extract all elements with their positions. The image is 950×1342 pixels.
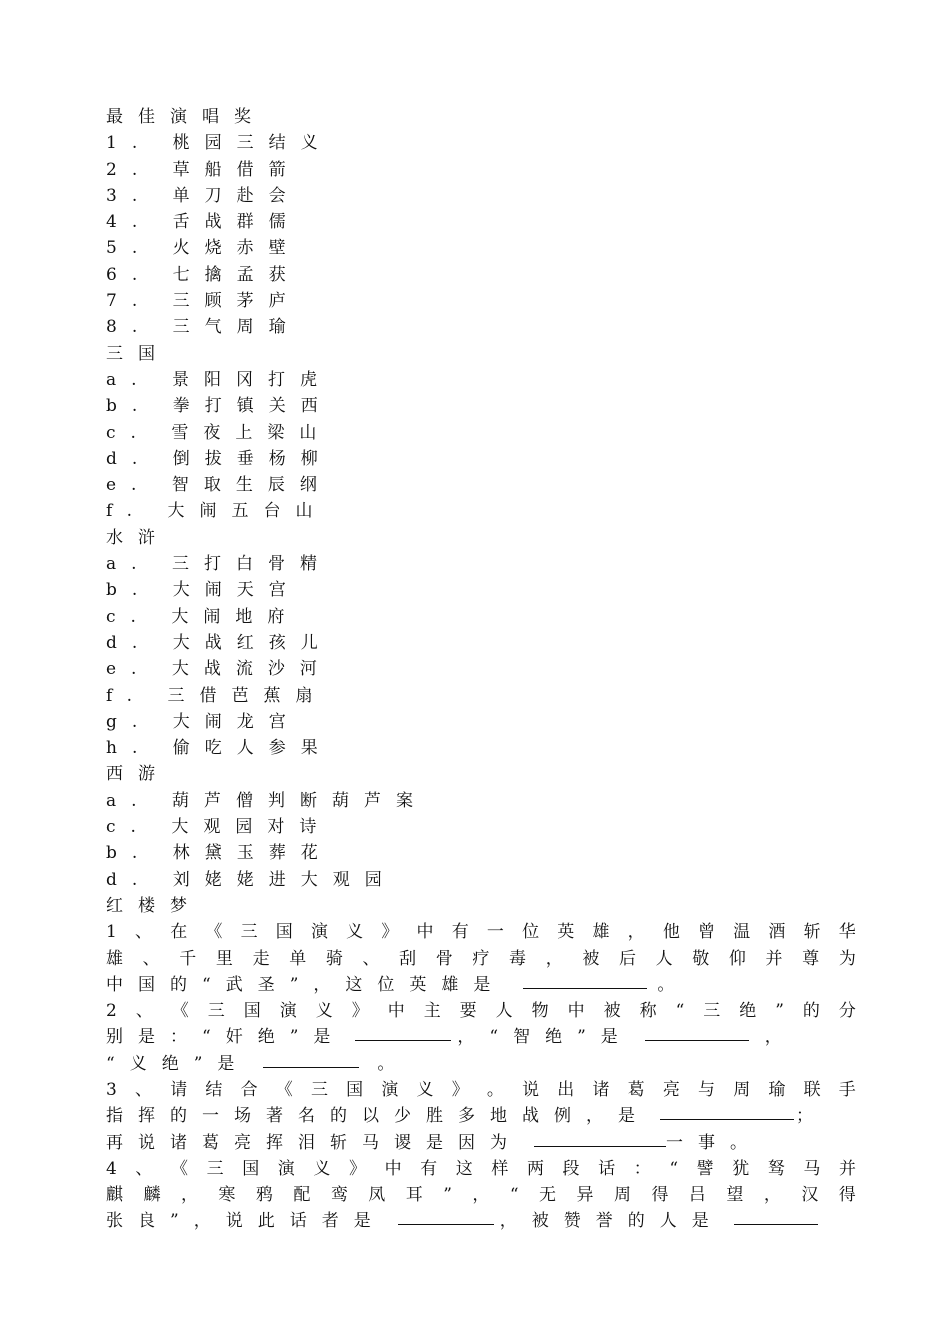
question-char: 位: [522, 922, 540, 943]
question-char: 单: [289, 948, 307, 969]
answer-blank[interactable]: [660, 1103, 794, 1120]
question-line: [106, 946, 856, 972]
question-char: 疗: [472, 948, 490, 969]
question-char: ”: [775, 1001, 784, 1022]
question-char: 三: [240, 922, 258, 943]
question-char: 两: [526, 1158, 544, 1179]
question-line: [106, 1024, 856, 1050]
question-char: 》: [381, 922, 399, 943]
question-char: 4: [106, 1158, 117, 1179]
question-char: “: [675, 1001, 685, 1022]
question-char: 中: [387, 1001, 405, 1022]
question-char: 凤: [368, 1185, 386, 1206]
question-char: 马: [803, 1158, 821, 1179]
question-char: 麟: [143, 1185, 161, 1206]
period: 。: [657, 974, 675, 995]
list-item: e. 大战流沙河: [106, 659, 332, 680]
question-char: 耳: [405, 1185, 423, 1206]
question-char: 为: [838, 948, 856, 969]
question-char: 三: [207, 1001, 225, 1022]
question-char: ，: [180, 1185, 198, 1206]
question-line: [106, 1130, 856, 1156]
question-char: 出: [557, 1079, 575, 1100]
question-char: “: [509, 1185, 519, 1206]
question-char: 异: [576, 1185, 594, 1206]
list-item: c. 大闹地府: [106, 606, 300, 627]
question-char: 的: [802, 1001, 820, 1022]
question-char: 毒: [509, 948, 527, 969]
list-item: c. 雪夜上梁山: [106, 422, 332, 443]
question-char: 曾: [698, 922, 716, 943]
list-item: f. 大闹五台山: [106, 501, 328, 522]
answer-blank[interactable]: [645, 1024, 749, 1041]
answer-blank[interactable]: [523, 972, 647, 989]
question-char: 、: [142, 948, 160, 969]
question-text: 张良”，说此话者是: [106, 1211, 386, 1232]
answer-blank[interactable]: [263, 1051, 359, 1068]
question-char: 诸: [592, 1079, 610, 1100]
question-char: 话: [598, 1158, 616, 1179]
question-char: 《: [275, 1079, 293, 1100]
question-char: 段: [562, 1158, 580, 1179]
question-line: [106, 972, 856, 998]
question-char: 英: [557, 922, 575, 943]
question-char: 国: [242, 1158, 260, 1179]
question-char: 义: [315, 1001, 333, 1022]
question-char: 尊: [802, 948, 820, 969]
question-text: 别是：“奸绝”是: [106, 1027, 346, 1048]
list-item: 4. 舌战群儒: [106, 212, 301, 233]
question-char: 《: [205, 922, 223, 943]
question-char: 刮: [399, 948, 417, 969]
question-text: “义绝”是: [106, 1053, 250, 1074]
section-heading: 水浒: [106, 527, 170, 548]
question-char: 。: [486, 1079, 504, 1100]
answer-blank[interactable]: [534, 1130, 666, 1147]
question-char: 有: [420, 1158, 438, 1179]
question-char: 》: [451, 1079, 469, 1100]
list-item: f. 三借芭蕉扇: [106, 685, 328, 706]
list-item: h. 偷吃人参果: [106, 738, 333, 759]
question-char: 被: [603, 1001, 621, 1022]
list-item: a. 三打白骨精: [106, 554, 332, 575]
list-item: 6. 七擒孟获: [106, 264, 301, 285]
question-char: 义: [346, 922, 364, 943]
section-heading: 西游: [106, 764, 170, 785]
question-char: 配: [293, 1185, 311, 1206]
question-char: 物: [531, 1001, 549, 1022]
question-char: 骨: [435, 948, 453, 969]
question-text: 指挥的一场著名的以少胜多地战例，是: [106, 1106, 650, 1127]
question-char: 绝: [739, 1001, 757, 1022]
question-char: 三: [703, 1001, 721, 1022]
question-text: 一事。: [666, 1132, 762, 1153]
question-char: 他: [662, 922, 680, 943]
list-item: 1. 桃园三结义: [106, 133, 333, 154]
question-char: 被: [582, 948, 600, 969]
question-char: 鸾: [330, 1185, 348, 1206]
question-char: 千: [179, 948, 197, 969]
semicolon: ；: [796, 1106, 813, 1127]
question-char: ，: [472, 1185, 490, 1206]
question-char: 瑜: [768, 1079, 786, 1100]
question-char: 得: [651, 1185, 669, 1206]
question-char: 无: [539, 1185, 557, 1206]
question-char: 《: [171, 1001, 189, 1022]
question-char: ：: [633, 1158, 651, 1179]
question-char: 称: [639, 1001, 657, 1022]
list-item: 7. 三顾茅庐: [106, 291, 301, 312]
question-char: 三: [206, 1158, 224, 1179]
list-item: 8. 三气周瑜: [106, 317, 301, 338]
question-char: 国: [275, 922, 293, 943]
question-char: 义: [416, 1079, 434, 1100]
answer-blank[interactable]: [355, 1024, 451, 1041]
question-char: 斩: [803, 922, 821, 943]
answer-blank[interactable]: [398, 1208, 494, 1225]
list-item: d. 倒拔垂杨柳: [106, 448, 333, 469]
question-char: 犹: [732, 1158, 750, 1179]
question-char: 演: [279, 1001, 297, 1022]
list-item: c. 大观园对诗: [106, 817, 332, 838]
question-char: 葛: [627, 1079, 645, 1100]
question-char: 演: [310, 922, 328, 943]
question-char: 骑: [325, 948, 343, 969]
question-char: 雄: [106, 948, 123, 969]
question-char: ，: [545, 948, 563, 969]
question-char: 在: [170, 922, 188, 943]
question-line: [106, 1077, 856, 1103]
question-1: [106, 919, 856, 998]
question-char: 汉: [801, 1185, 819, 1206]
question-line: [106, 1208, 856, 1234]
section-heading: 红楼梦: [106, 895, 202, 916]
question-char: 里: [215, 948, 233, 969]
question-char: 中: [416, 922, 434, 943]
question-text: 再说诸葛亮挥泪斩马谡是因为: [106, 1132, 522, 1153]
question-char: 、: [135, 1158, 153, 1179]
question-char: 温: [733, 922, 751, 943]
question-line: [106, 919, 856, 945]
section-heading: 三国: [106, 343, 170, 364]
list-item: 5. 火烧赤壁: [106, 238, 301, 259]
list-item: e. 智取生辰纲: [106, 475, 332, 496]
question-char: 、: [135, 1001, 153, 1022]
question-char: 吕: [688, 1185, 706, 1206]
question-char: ，: [763, 1185, 781, 1206]
question-line: [106, 1182, 856, 1208]
question-char: 中: [384, 1158, 402, 1179]
question-char: 麒: [106, 1185, 123, 1206]
question-char: 鸦: [255, 1185, 273, 1206]
question-char: 、: [135, 1079, 153, 1100]
question-char: 3: [106, 1079, 117, 1100]
question-char: 得: [838, 1185, 856, 1206]
question-char: 譬: [696, 1158, 714, 1179]
question-char: 华: [838, 922, 856, 943]
question-char: 亮: [662, 1079, 680, 1100]
question-char: 寒: [218, 1185, 236, 1206]
document-page: [106, 104, 856, 1235]
question-char: 》: [351, 1001, 369, 1022]
list-item: g. 大闹龙宫: [106, 711, 301, 732]
question-char: 国: [346, 1079, 364, 1100]
question-char: 联: [803, 1079, 821, 1100]
question-text: 中国的“武圣”，这位英雄是: [106, 974, 506, 995]
list-item: b. 拳打镇关西: [106, 396, 333, 417]
question-char: 中: [567, 1001, 585, 1022]
question-char: ，: [627, 922, 645, 943]
question-char: 雄: [592, 922, 610, 943]
question-char: 周: [613, 1185, 631, 1206]
question-char: 手: [838, 1079, 856, 1100]
question-char: 仰: [728, 948, 746, 969]
answer-blank[interactable]: [734, 1208, 818, 1225]
question-line: [106, 998, 856, 1024]
question-char: 样: [491, 1158, 509, 1179]
question-char: 酒: [768, 922, 786, 943]
list-item: b. 林黛玉葬花: [106, 843, 333, 864]
question-line: [106, 1051, 856, 1077]
list-item: a. 葫芦僧判断葫芦案: [106, 790, 428, 811]
question-char: 这: [455, 1158, 473, 1179]
question-char: 主: [423, 1001, 441, 1022]
question-char: ”: [443, 1185, 452, 1206]
question-text: ，“智绝”是: [457, 1027, 633, 1048]
question-char: 驽: [767, 1158, 785, 1179]
question-4: [106, 1156, 856, 1235]
question-char: 请: [170, 1079, 188, 1100]
question-char: 说: [522, 1079, 540, 1100]
question-text: ，被赞誉的人是: [499, 1211, 724, 1232]
question-char: 合: [240, 1079, 258, 1100]
question-char: 要: [459, 1001, 477, 1022]
question-char: 《: [171, 1158, 189, 1179]
period: 。: [377, 1053, 395, 1074]
list-item: a. 景阳冈打虎: [106, 369, 332, 390]
question-char: 有: [451, 922, 469, 943]
question-char: “: [669, 1158, 679, 1179]
list-item: 3. 单刀赴会: [106, 185, 301, 206]
question-char: 望: [726, 1185, 744, 1206]
question-char: 人: [655, 948, 673, 969]
question-2: [106, 998, 856, 1077]
comma: ，: [764, 1027, 782, 1048]
question-char: 演: [277, 1158, 295, 1179]
question-char: 后: [618, 948, 636, 969]
question-line: [106, 1103, 856, 1129]
question-char: 、: [135, 922, 153, 943]
question-3: [106, 1077, 856, 1156]
question-char: 敬: [692, 948, 710, 969]
question-char: 人: [495, 1001, 513, 1022]
question-char: 周: [733, 1079, 751, 1100]
question-char: 并: [839, 1158, 856, 1179]
question-char: 国: [243, 1001, 261, 1022]
list-item: b. 大闹天宫: [106, 580, 301, 601]
question-char: 演: [381, 1079, 399, 1100]
question-char: 、: [362, 948, 380, 969]
list-item: d. 大战红孩儿: [106, 632, 333, 653]
question-char: 三: [310, 1079, 328, 1100]
question-char: 》: [348, 1158, 366, 1179]
question-char: 走: [252, 948, 270, 969]
list-item: d. 刘姥姥进大观园: [106, 869, 397, 890]
question-char: 分: [838, 1001, 856, 1022]
story-list: [106, 104, 856, 919]
question-char: 一: [486, 922, 504, 943]
question-char: 1: [106, 922, 117, 943]
list-item: 最佳演唱奖: [106, 107, 266, 127]
list-item: 2. 草船借箭: [106, 159, 301, 180]
question-line: [106, 1156, 856, 1182]
question-char: 义: [313, 1158, 331, 1179]
question-char: 并: [765, 948, 783, 969]
question-char: 与: [698, 1079, 716, 1100]
question-char: 2: [106, 1001, 117, 1022]
question-char: 结: [205, 1079, 223, 1100]
